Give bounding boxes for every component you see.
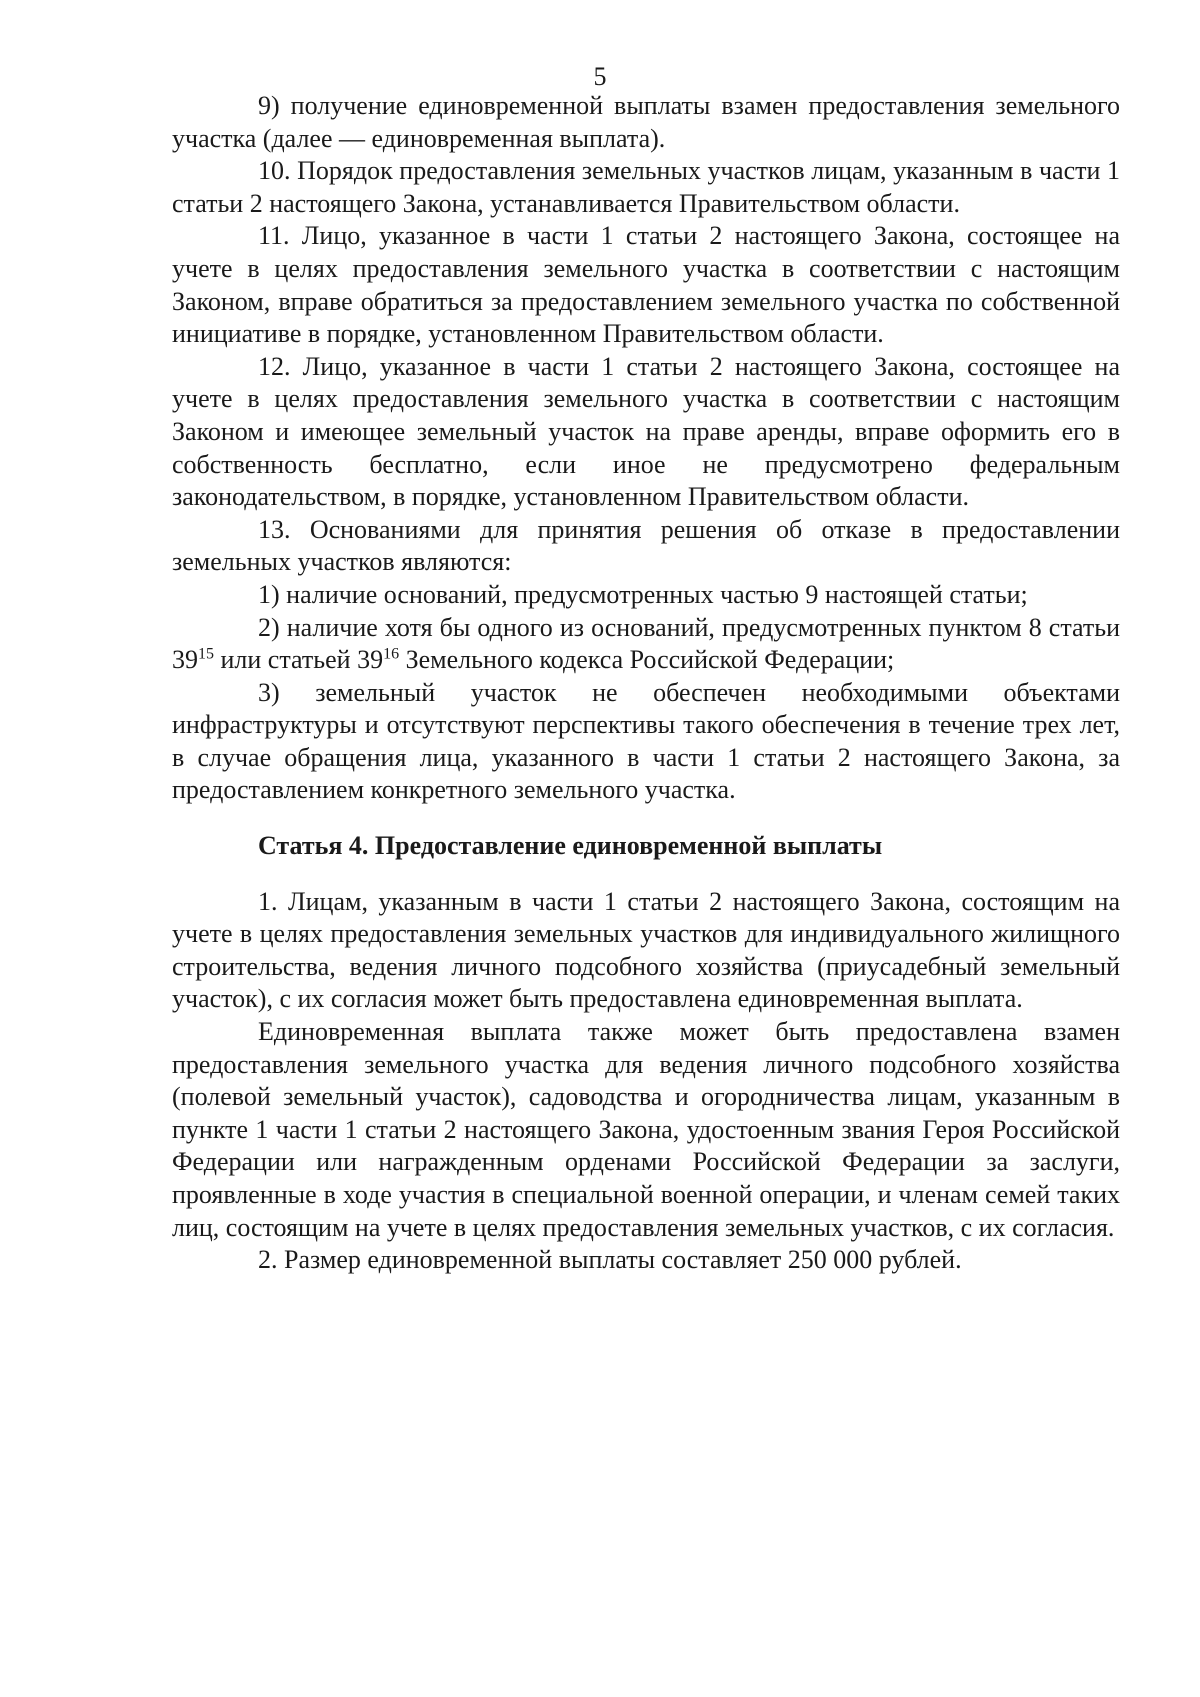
- item-2-text-a: 2) наличие хотя бы одного из оснований, предусмотренных пунктом 8 статьи 39: [172, 612, 1120, 675]
- paragraph-13: 13. Основаниями для принятия решения об отказе в предоставлении земельных участков являются:: [172, 514, 1120, 577]
- item-2-text-b: или статьей 39: [214, 645, 384, 675]
- paragraph-10: 10. Порядок предоставления земельных участков лицам, указанным в части 1 статьи 2 настоящего Закона, устанавливается Правительством области.: [172, 156, 1120, 218]
- item-2-superscript-b: 16: [383, 645, 400, 663]
- article-4-paragraph-2: 2. Размер единовременной выплаты составляет 250 000 рублей.: [258, 1245, 962, 1275]
- document-body: [172, 90, 1120, 1277]
- article-4-paragraph-1-continued: Единовременная выплата также может быть предоставлена взамен предоставления земельного участка для ведения личного подсобного хозяйства (полевой земельный участок), садоводства и огородничества лицам, указанным в пункте 1 части 1 статьи 2 настоящего Закона, удостоенным звания Героя Российской Федерации или награжденным орденами Российской Федерации за заслуги, проявленные в ходе участия в специальной военной операции, и членам семей таких лиц, состоящим на учете в целях предоставления земельных участков, с их согласия.: [172, 1017, 1120, 1242]
- paragraph-item-9: 9) получение единовременной выплаты взамен предоставления земельного участка (далее — единовременная выплата).: [172, 91, 1120, 153]
- paragraph-12: 12. Лицо, указанное в части 1 статьи 2 настоящего Закона, состоящее на учете в целях предоставления земельного участка в соответствии с настоящим Законом и имеющее земельный участок на праве аренды, вправе оформить его в собственность бесплатно, если иное не предусмотрено федеральным законодательством, в порядке, установленном Правительством области.: [172, 351, 1120, 512]
- page-number: 5: [593, 62, 607, 91]
- article-heading: Статья 4. Предоставление единовременной выплаты: [258, 831, 883, 861]
- item-2-superscript-a: 15: [198, 645, 214, 663]
- paragraph-13-item-2: [172, 612, 1120, 677]
- paragraph-13-item-1: 1) наличие оснований, предусмотренных частью 9 настоящей статьи;: [258, 579, 1028, 609]
- paragraph-11: 11. Лицо, указанное в части 1 статьи 2 настоящего Закона, состоящее на учете в целях предоставления земельного участка в соответствии с настоящим Законом, вправе обратиться за предоставлением земельного участка по собственной инициативе в порядке, установленном Правительством области.: [172, 221, 1120, 349]
- paragraph-13-item-3: 3) земельный участок не обеспечен необходимыми объектами инфраструктуры и отсутствуют перспективы такого обеспечения в течение трех лет, в случае обращения лица, указанного в части 1 статьи 2 настоящего Закона, за предоставлением конкретного земельного участка.: [172, 677, 1120, 805]
- article-4-paragraph-1: 1. Лицам, указанным в части 1 статьи 2 настоящего Закона, состоящим на учете в целях предоставления земельных участков для индивидуального жилищного строительства, ведения личного подсобного хозяйства (приусадебный земельный участок), с их согласия может быть предоставлена единовременная выплата.: [172, 886, 1120, 1014]
- item-2-text-c: Земельного кодекса Российской Федерации;: [399, 645, 895, 675]
